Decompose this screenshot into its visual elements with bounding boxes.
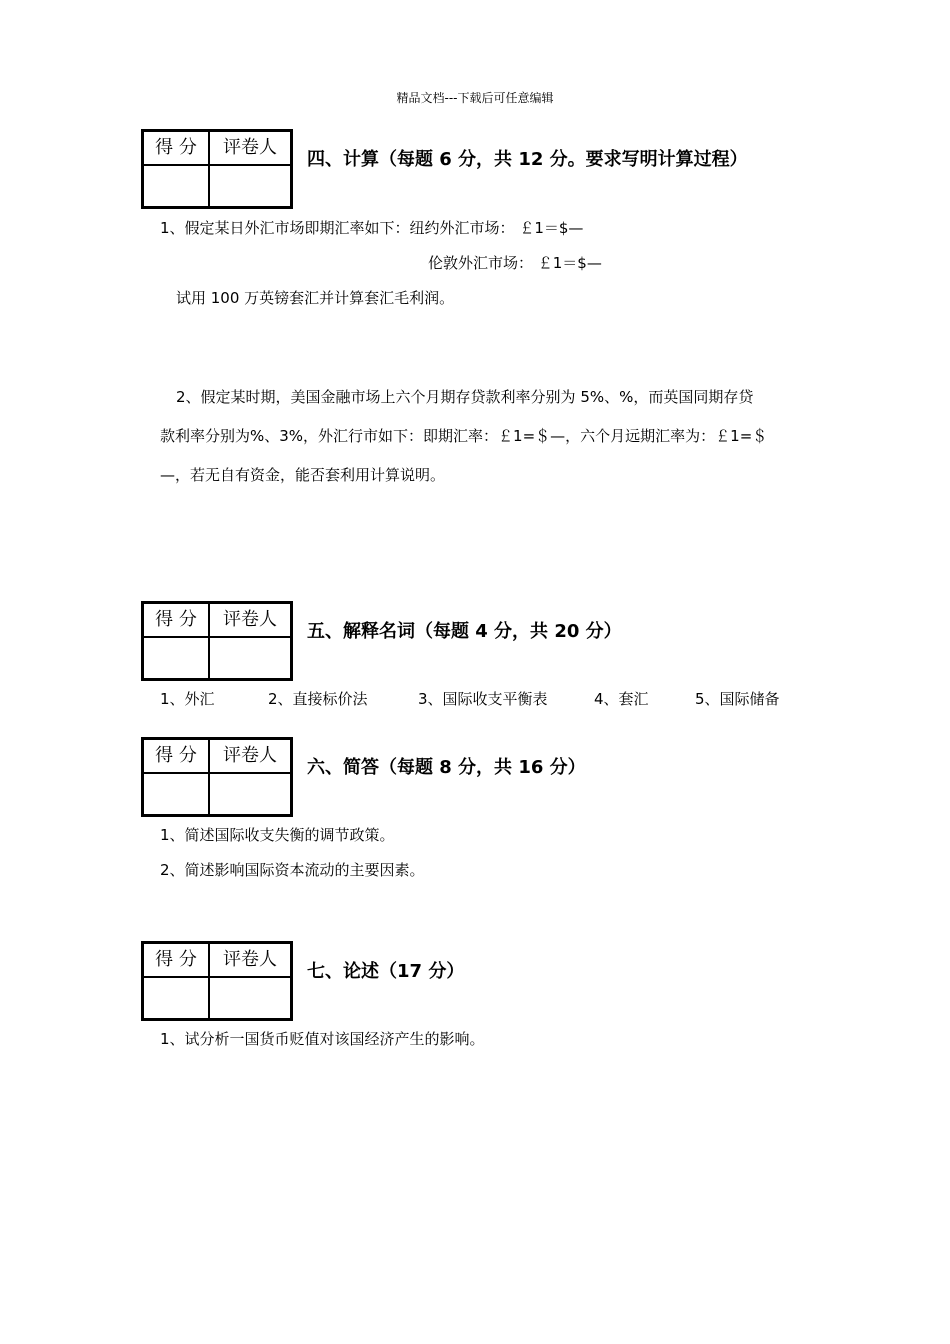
question-7-1: 1、试分析一国货币贬值对该国经济产生的影响。 [160,1030,485,1048]
section-title-5: 五、解释名词（每题 4 分，共 20 分） [307,621,622,642]
grader-label: 评卷人 [210,944,290,978]
score-table [141,129,293,209]
score-table [141,737,293,817]
term-1: 1、外汇 [160,690,215,708]
grader-cell [210,774,290,814]
score-cell [144,638,210,678]
score-cell [144,774,210,814]
score-label: 得 分 [144,604,210,638]
score-cell [144,166,210,206]
grader-label: 评卷人 [210,604,290,638]
term-2: 2、直接标价法 [268,690,368,708]
term-4: 4、套汇 [594,690,649,708]
question-4-1-line-3: 试用 100 万英镑套汇并计算套汇毛利润。 [176,289,455,307]
question-6-1: 1、简述国际收支失衡的调节政策。 [160,826,395,844]
score-table [141,601,293,681]
grader-label: 评卷人 [210,740,290,774]
score-table [141,941,293,1021]
question-4-2-line-2: 款利率分别为%、3%，外汇行市如下：即期汇率：￡1=＄—，六个月远期汇率为：￡1=＄ [160,427,768,445]
term-5: 5、国际储备 [695,690,780,708]
grader-cell [210,166,290,206]
score-label: 得 分 [144,944,210,978]
question-6-2: 2、简述影响国际资本流动的主要因素。 [160,861,425,879]
score-label: 得 分 [144,132,210,166]
section-title-4: 四、计算（每题 6 分，共 12 分。要求写明计算过程） [307,149,748,170]
question-4-2-line-3: —，若无自有资金，能否套利用计算说明。 [160,466,446,484]
score-label: 得 分 [144,740,210,774]
question-4-1-line-2: 伦敦外汇市场： ￡1＝$— [428,254,602,272]
term-3: 3、国际收支平衡表 [418,690,548,708]
grader-cell [210,638,290,678]
grader-label: 评卷人 [210,132,290,166]
question-4-1-line-1: 1、假定某日外汇市场即期汇率如下：纽约外汇市场： ￡1＝$— [160,219,584,237]
page-header: 精品文档---下载后可任意编辑 [396,91,554,105]
score-cell [144,978,210,1018]
section-title-7: 七、论述（17 分） [307,961,465,982]
section-title-6: 六、简答（每题 8 分，共 16 分） [307,757,586,778]
grader-cell [210,978,290,1018]
question-4-2-line-1: 2、假定某时期，美国金融市场上六个月期存贷款利率分别为 5%、%，而英国同期存贷 [176,388,754,406]
